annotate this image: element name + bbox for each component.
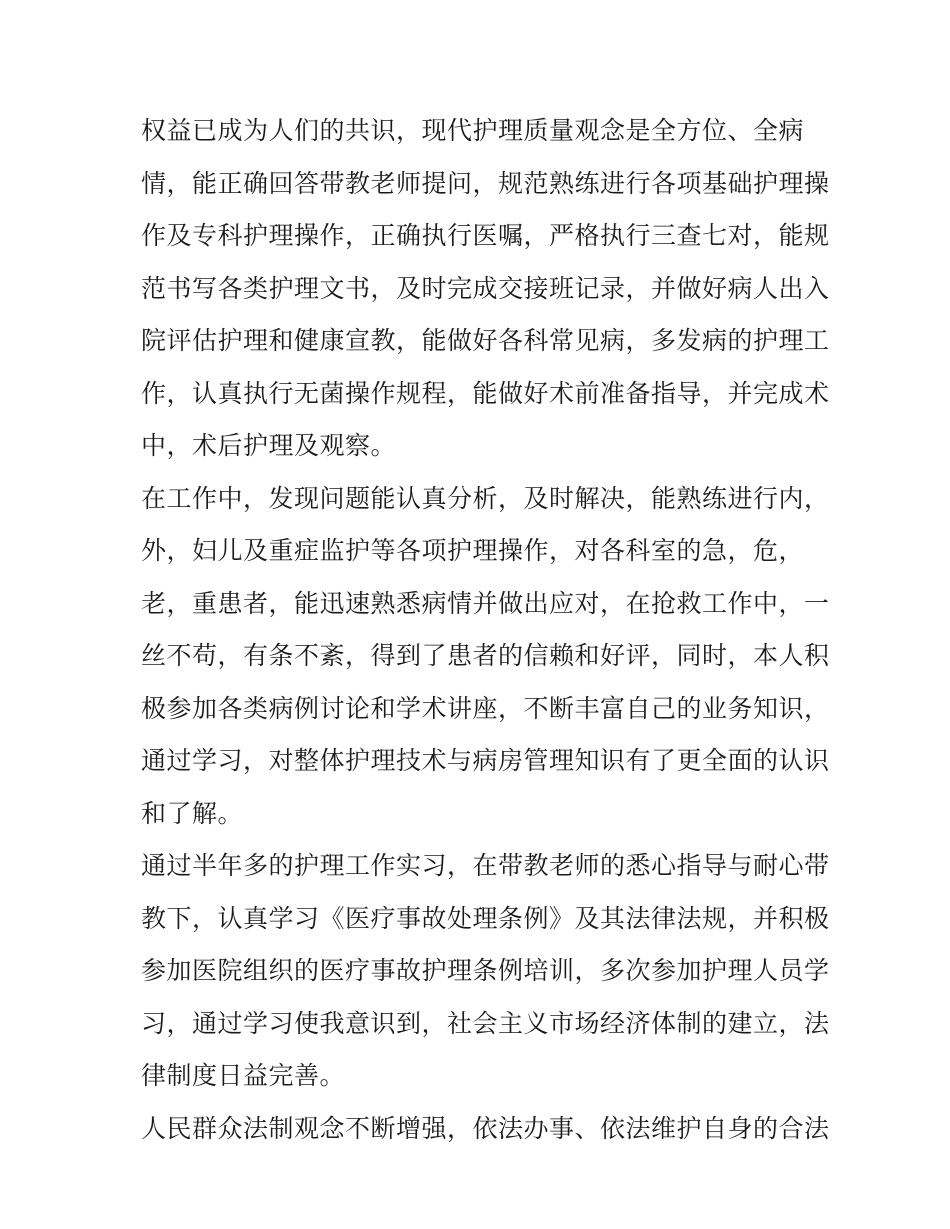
text-line: 权益已成为人们的共识，现代护理质量观念是全方位、全病 xyxy=(141,116,805,145)
text-line: 情，能正确回答带教老师提问，规范熟练进行各项基础护理操 xyxy=(141,168,830,198)
text-line: 在工作中，发现问题能认真分析，及时解决，能熟练进行内， xyxy=(141,483,830,513)
document-page xyxy=(141,105,830,1155)
text-line: 作及专科护理操作，正确执行医嘱，严格执行三查七对，能规 xyxy=(141,221,830,250)
text-line: 老，重患者，能迅速熟悉病情并做出应对，在抢救工作中，一 xyxy=(141,588,830,618)
text-line: 通过学习，对整体护理技术与病房管理知识有了更全面的认识 xyxy=(141,746,830,775)
text-line: 习，通过学习使我意识到，社会主义市场经济体制的建立，法 xyxy=(141,1008,830,1038)
text-line: 作，认真执行无菌操作规程，能做好术前准备指导，并完成术 xyxy=(141,378,830,408)
text-line: 人民群众法制观念不断增强，依法办事、依法维护自身的合法 xyxy=(141,1113,830,1143)
text-line: 极参加各类病例讨论和学术讲座，不断丰富自己的业务知识， xyxy=(141,693,830,723)
text-line: 丝不苟，有条不紊，得到了患者的信赖和好评，同时，本人积 xyxy=(141,641,830,670)
text-line: 外，妇儿及重症监护等各项护理操作，对各科室的急，危， xyxy=(141,536,805,565)
text-line: 教下，认真学习《医疗事故处理条例》及其法律法规，并积极 xyxy=(141,903,830,933)
text-line: 律制度日益完善。 xyxy=(141,1061,346,1090)
text-line: 范书写各类护理文书，及时完成交接班记录，并做好病人出入 xyxy=(141,273,830,303)
text-line: 院评估护理和健康宣教，能做好各科常见病，多发病的护理工 xyxy=(141,326,830,355)
text-line: 中，术后护理及观察。 xyxy=(141,431,397,460)
text-line: 参加医院组织的医疗事故护理条例培训，多次参加护理人员学 xyxy=(141,956,830,985)
text-line: 和了解。 xyxy=(141,798,244,828)
text-line: 通过半年多的护理工作实习，在带教老师的悉心指导与耐心带 xyxy=(141,851,830,880)
